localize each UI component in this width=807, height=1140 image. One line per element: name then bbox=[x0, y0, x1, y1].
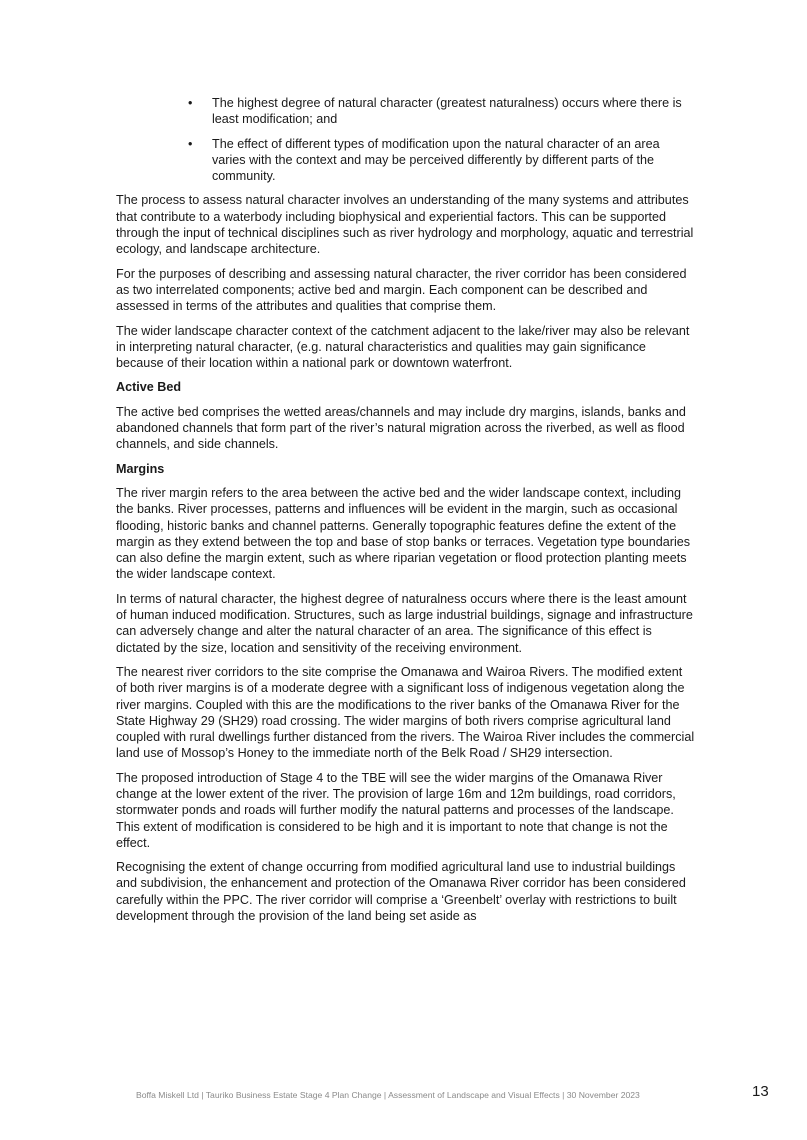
paragraph-active-bed: The active bed comprises the wetted areas/channels and may include dry margins, islands, banks and abandoned channels that form part of the river’s natural migration across the riverbed, as well as flood channels, and side channels. bbox=[116, 404, 686, 452]
list-item bbox=[116, 136, 696, 185]
paragraph-margins: The river margin refers to the area between the active bed and the wider landscape context, including the banks. River processes, patterns and influences will be evident in the margin, such as occasional flooding, historic banks and channel patterns. Generally topographic features define the extent of the margin as they extend between the top and base of stop banks or terraces. Vegetation type boundaries can also define the margin extent, such as where riparian vegetation or flood protection planting meets the wider landscape context. bbox=[116, 485, 691, 582]
page-number: 13 bbox=[752, 1083, 769, 1100]
heading-margins: Margins bbox=[116, 461, 165, 476]
page-body bbox=[116, 95, 696, 932]
bullet-icon: • bbox=[188, 136, 193, 151]
paragraph-river-corridors: The nearest river corridors to the site comprise the Omanawa and Wairoa Rivers. The modified extent of both river margins is of a moderate degree with a significant loss of indigenous vegetation along the river margins. Coupled with this are the modifications to the river banks of the Omanawa River for the State Highway 29 (SH29) road crossing. The wider margins of both rivers comprise agricultural land coupled with rural dwellings further distanced from the rivers. The Wairoa River includes the commercial land use of Mossop’s Honey to the immediate north of the Belk Road / SH29 intersection. bbox=[116, 664, 695, 761]
bullet-icon: • bbox=[188, 96, 193, 110]
heading-active-bed: Active Bed bbox=[116, 380, 182, 395]
paragraph-naturalness: In terms of natural character, the highest degree of naturalness occurs where there is the least amount of human induced modification. Structures, such as large industrial buildings, signage and infrastructure can adversely change and alter the natural character of an area. The significance of this effect is dictated by the size, location and sensitivity of the receiving environment. bbox=[116, 591, 693, 655]
bullet-list bbox=[116, 95, 696, 184]
bullet-text: The highest degree of natural character (greatest naturalness) occurs where there is least modification; and bbox=[212, 96, 682, 127]
paragraph-components: For the purposes of describing and assessing natural character, the river corridor has been considered as two interrelated components; active bed and margin. Each component can be described and assessed in terms of the attributes and qualities that comprise them. bbox=[116, 266, 687, 314]
paragraph-greenbelt: Recognising the extent of change occurring from modified agricultural land use to industrial buildings and subdivision, the enhancement and protection of the Omanawa River corridor has been considered carefully within the PPC. The river corridor will comprise a ‘Greenbelt’ overlay with restrictions to built development through the provision of the land being set aside as bbox=[116, 860, 686, 924]
list-item bbox=[116, 95, 696, 128]
paragraph-landscape-context: The wider landscape character context of the catchment adjacent to the lake/river may also be relevant in interpreting natural character, (e.g. natural characteristics and qualities may gain significance because of their location within a national park or downtown waterfront. bbox=[116, 323, 690, 371]
paragraph-assessment-process: The process to assess natural character involves an understanding of the many systems and attributes that contribute to a waterbody including biophysical and experiential factors. This can be supported through the input of technical disciplines such as river hydrology and morphology, aquatic and terrestrial ecology, and landscape architecture. bbox=[116, 193, 694, 257]
page-footer: Boffa Miskell Ltd | Tauriko Business Estate Stage 4 Plan Change | Assessment of Landscape and Visual Effects | 30 November 2023 bbox=[136, 1090, 640, 1100]
paragraph-stage4: The proposed introduction of Stage 4 to the TBE will see the wider margins of the Omanawa River change at the lower extent of the river. The provision of large 16m and 12m buildings, road corridors, stormwater ponds and roads will further modify the natural patterns and processes of the landscape. This extent of modification is considered to be high and it is important to note that change is not the effect. bbox=[116, 770, 676, 850]
bullet-text: The effect of different types of modification upon the natural character of an area varies with the context and may be perceived differently by different parts of the community. bbox=[212, 136, 660, 184]
